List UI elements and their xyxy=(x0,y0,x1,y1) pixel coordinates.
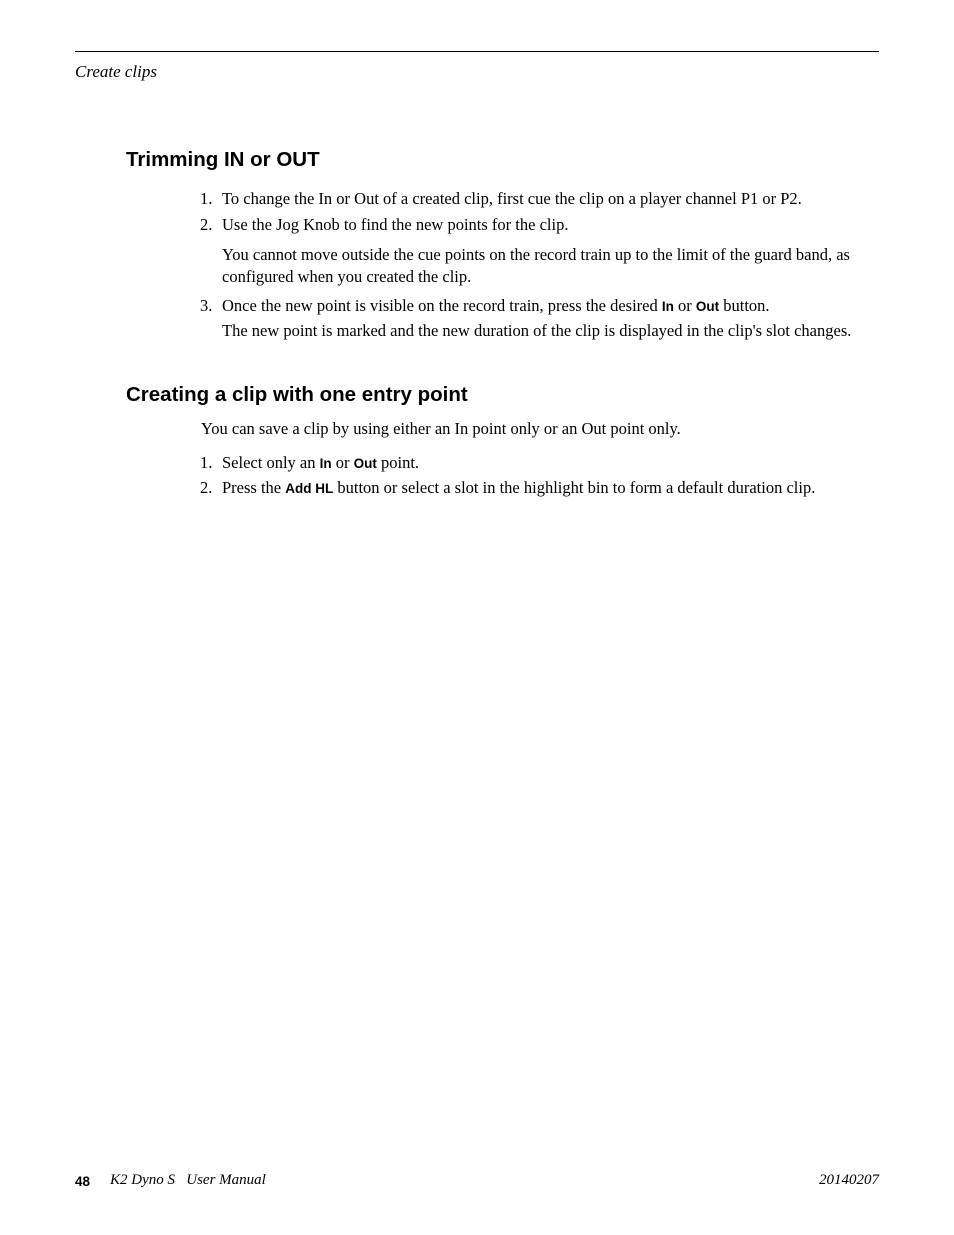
step-text-part: Select only an xyxy=(222,453,320,472)
step-text-part: or xyxy=(331,453,354,472)
step-result: The new point is marked and the new duration of the clip is displayed in the clip's slot changes. xyxy=(222,321,852,340)
step-text-part: button. xyxy=(719,296,770,315)
ui-label-out: Out xyxy=(695,299,720,314)
ui-label-in: In xyxy=(661,299,674,314)
ui-label-out: Out xyxy=(353,456,377,471)
ui-label-in: In xyxy=(319,456,332,471)
step-text: Use the Jog Knob to find the new points for the clip. xyxy=(222,215,569,234)
step-note: configured when you created the clip. xyxy=(222,267,472,286)
step-text-part: Press the xyxy=(222,478,286,497)
step-text-part: point. xyxy=(376,453,420,472)
running-head: Create clips xyxy=(75,62,157,81)
step-text-part: or xyxy=(673,296,696,315)
step-text-part: button or select a slot in the highlight bin to form a default duration clip. xyxy=(333,478,816,497)
step-note: You cannot move outside the cue points on the record train up to the limit of the guard band, as xyxy=(222,245,850,264)
document-title: K2 Dyno S User Manual xyxy=(110,1172,266,1188)
step-number: 2. xyxy=(200,478,213,497)
ui-label-add-hl: Add HL xyxy=(285,481,334,496)
section-heading-trimming: Trimming IN or OUT xyxy=(126,148,320,171)
page-number: 48 xyxy=(75,1174,91,1189)
step-text: To change the In or Out of a created clip, first cue the clip on a player channel P1 or P2. xyxy=(222,189,802,208)
header-rule xyxy=(75,51,879,52)
section-intro: You can save a clip by using either an In point only or an Out point only. xyxy=(201,419,681,438)
step-number: 2. xyxy=(200,215,213,234)
step-text xyxy=(222,296,770,316)
step-number: 3. xyxy=(200,296,213,315)
document-date: 20140207 xyxy=(819,1172,879,1188)
step-text xyxy=(222,453,419,473)
step-text xyxy=(222,478,815,498)
step-number: 1. xyxy=(200,189,213,208)
step-text-part: Once the new point is visible on the record train, press the desired xyxy=(222,296,662,315)
step-number: 1. xyxy=(200,453,213,472)
section-heading-one-entry-point: Creating a clip with one entry point xyxy=(126,383,468,406)
